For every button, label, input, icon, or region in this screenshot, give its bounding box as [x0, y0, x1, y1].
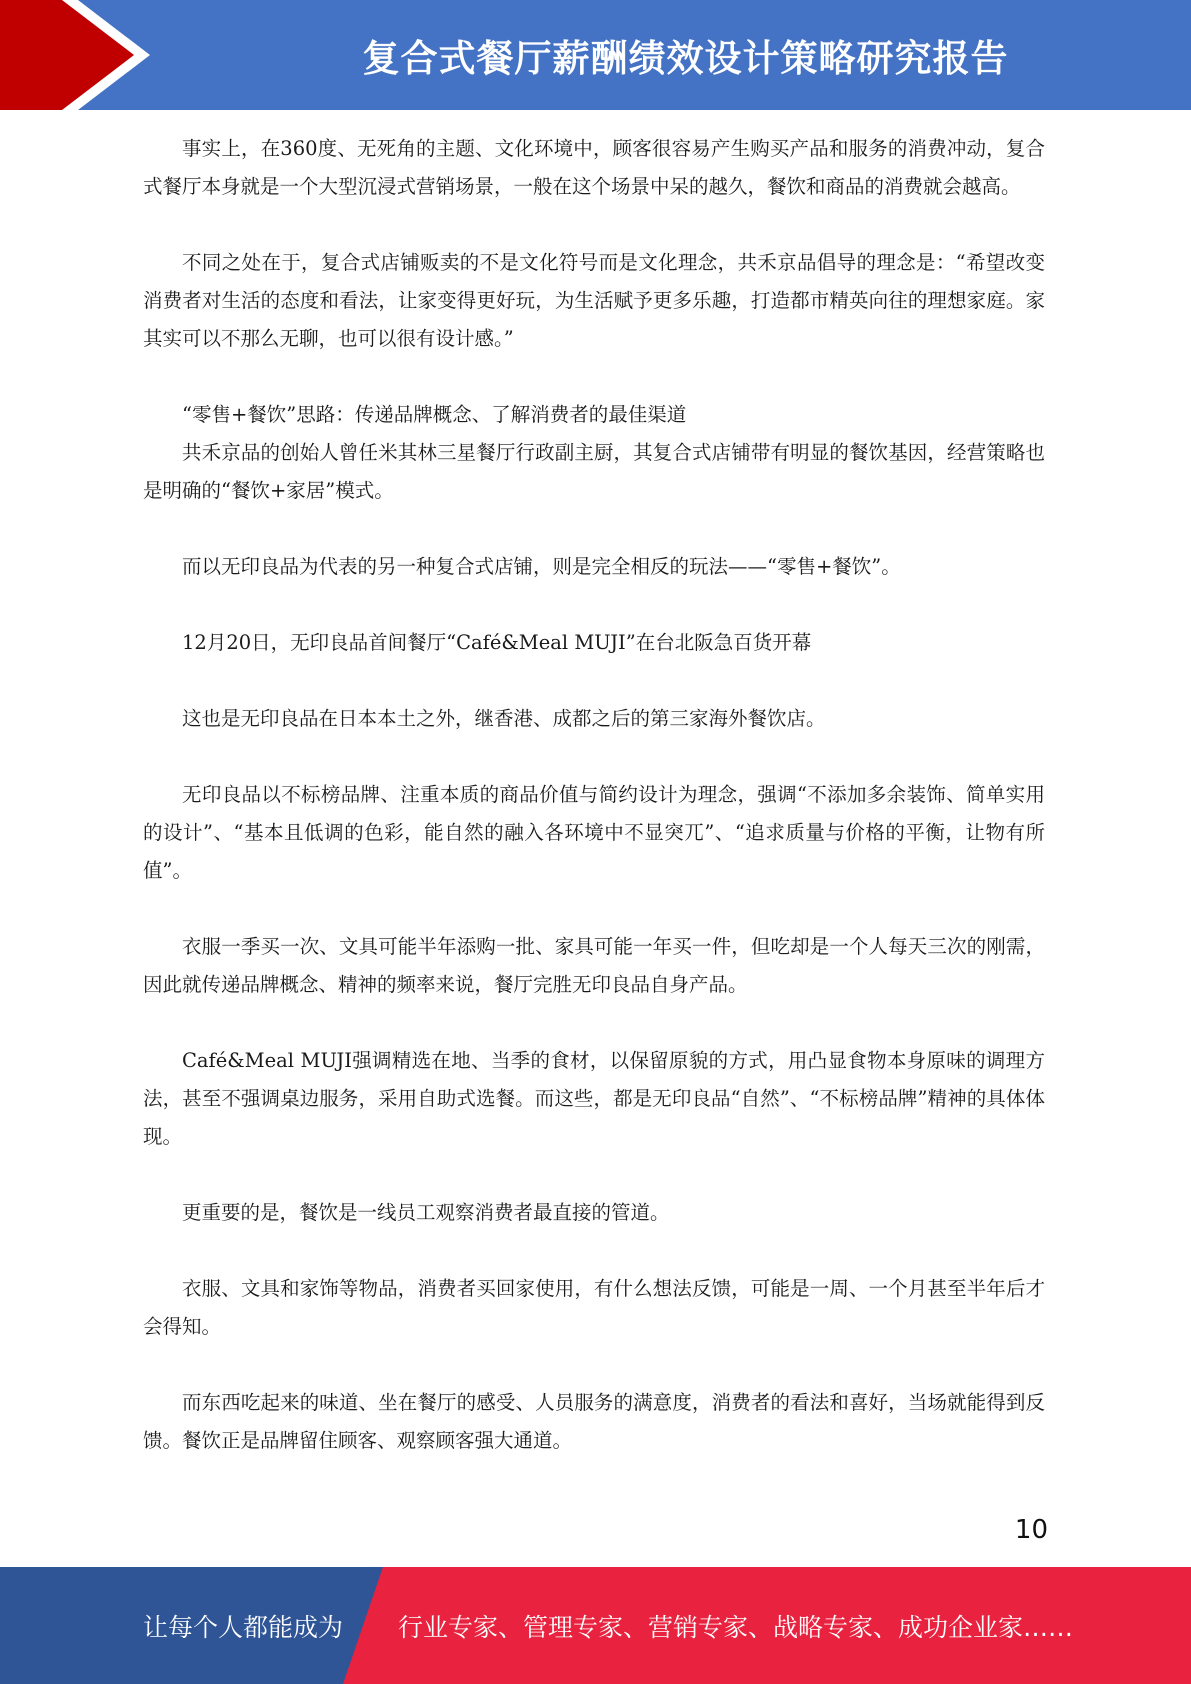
paragraph-6: 这也是无印良品在日本本土之外，继香港、成都之后的第三家海外餐饮店。 — [182, 707, 826, 730]
page-footer — [0, 1567, 1191, 1684]
page-number: 10 — [1014, 1515, 1048, 1545]
page-header — [0, 0, 1191, 110]
paragraph-10: 更重要的是，餐饮是一线员工观察消费者最直接的管道。 — [182, 1201, 670, 1224]
section-heading: “零售+餐饮”思路：传递品牌概念、了解消费者的最佳渠道 — [182, 403, 687, 426]
paragraph-1: 事实上，在360度、无死角的主题、文化环境中，顾客很容易产生购买产品和服务的消费冲动，复合式餐厅本身就是一个大型沉浸式营销场景，一般在这个场景中呆的越久，餐饮和商品的消费就会越高。 — [143, 137, 1045, 198]
paragraph-3: 共禾京品的创始人曾任米其林三星餐厅行政副主厨，其复合式店铺带有明显的餐饮基因，经营策略也是明确的“餐饮+家居”模式。 — [143, 441, 1045, 502]
paragraph-8: 衣服一季买一次、文具可能半年添购一批、家具可能一年买一件，但吃却是一个人每天三次的刚需，因此就传递品牌概念、精神的频率来说，餐厅完胜无印良品自身产品。 — [143, 935, 1045, 996]
paragraph-4: 而以无印良品为代表的另一种复合式店铺，则是完全相反的玩法——“零售+餐饮”。 — [182, 555, 901, 578]
footer-slogan-right: 行业专家、管理专家、营销专家、战略专家、成功企业家…… — [398, 1612, 1074, 1642]
article-body — [143, 130, 1045, 1460]
paragraph-9: Café&Meal MUJI强调精选在地、当季的食材，以保留原貌的方式，用凸显食物本身原味的调理方法，甚至不强调桌边服务，采用自助式选餐。而这些，都是无印良品“自然”、“不标榜品牌”精神的具体体现。 — [143, 1049, 1045, 1148]
paragraph-12: 而东西吃起来的味道、坐在餐厅的感受、人员服务的满意度，消费者的看法和喜好，当场就能得到反馈。餐饮正是品牌留住顾客、观察顾客强大通道。 — [143, 1391, 1045, 1452]
paragraph-2: 不同之处在于，复合式店铺贩卖的不是文化符号而是文化理念，共禾京品倡导的理念是：“希望改变消费者对生活的态度和看法，让家变得更好玩，为生活赋予更多乐趣，打造都市精英向往的理想家庭。家其实可以不那么无聊，也可以很有设计感。” — [143, 251, 1045, 350]
paragraph-7: 无印良品以不标榜品牌、注重本质的商品价值与简约设计为理念，强调“不添加多余装饰、简单实用的设计”、“基本且低调的色彩，能自然的融入各环境中不显突兀”、“追求质量与价格的平衡，让物有所值”。 — [143, 783, 1045, 882]
paragraph-5: 12月20日，无印良品首间餐厅“Café&Meal MUJI”在台北阪急百货开幕 — [182, 631, 812, 654]
footer-slogan-left: 让每个人都能成为 — [143, 1612, 344, 1642]
paragraph-11: 衣服、文具和家饰等物品，消费者买回家使用，有什么想法反馈，可能是一周、一个月甚至半年后才会得知。 — [143, 1277, 1045, 1338]
report-title: 复合式餐厅薪酬绩效设计策略研究报告 — [362, 37, 1009, 80]
